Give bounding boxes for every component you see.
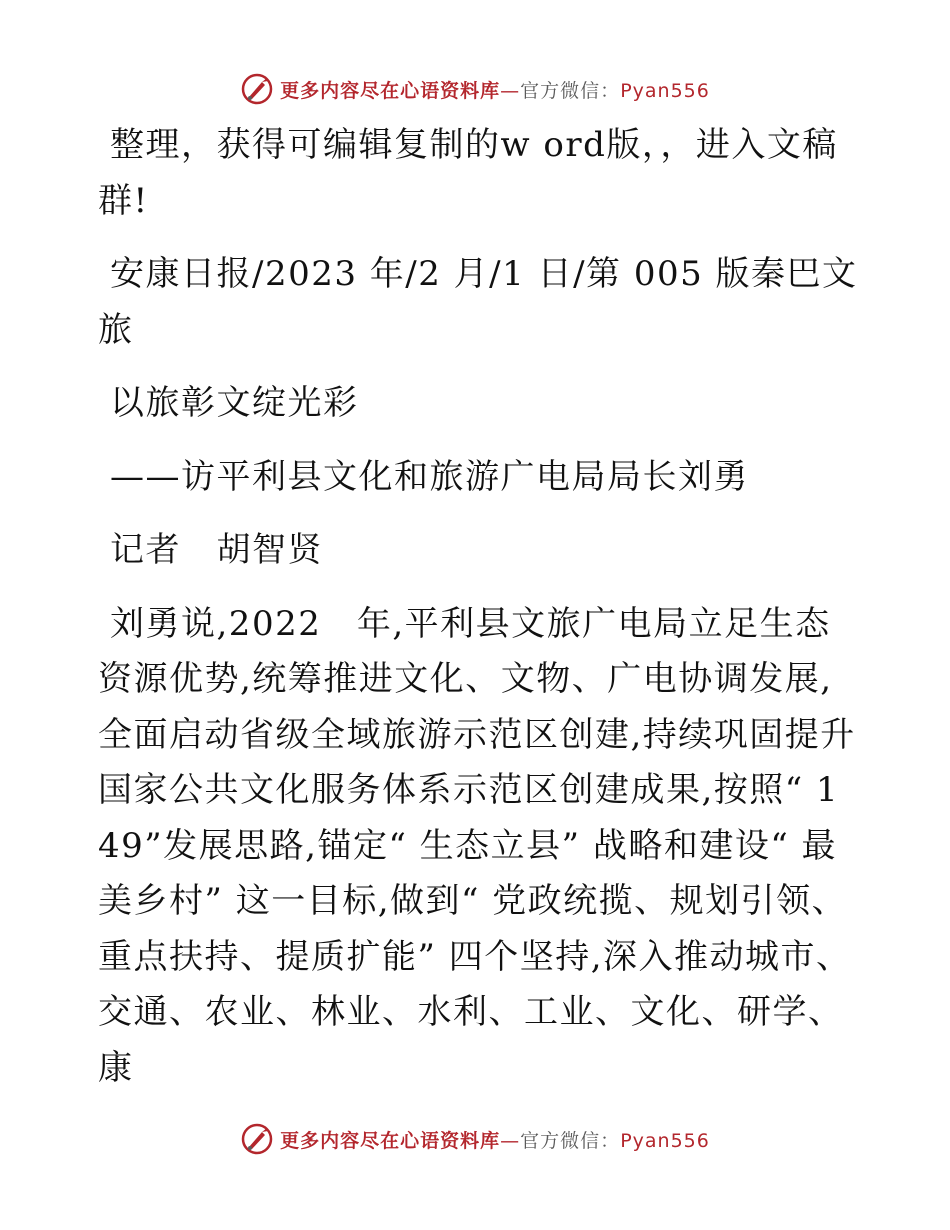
watermark-text bbox=[280, 76, 710, 103]
quill-pen-logo-icon bbox=[240, 1122, 274, 1156]
intro-paragraph: 整理，获得可编辑复制的w ord版，，进入文稿群! bbox=[98, 125, 838, 221]
watermark-wechat-label: 官方微信： bbox=[520, 79, 621, 102]
source-line: 安康日报/2023 年/2 月/1 日/第 005 版秦巴文旅 bbox=[98, 254, 858, 350]
watermark-text bbox=[280, 1126, 710, 1153]
watermark-wechat-id: Pyan556 bbox=[620, 79, 710, 102]
header-watermark bbox=[0, 72, 950, 106]
watermark-site: 更多内容尽在心语资料库 bbox=[280, 1129, 501, 1152]
watermark-wechat-label: 官方微信： bbox=[520, 1129, 621, 1152]
article-title: 以旅彰文绽光彩 bbox=[110, 383, 359, 423]
body-paragraph: 刘勇说,2022 年,平利县文旅广电局立足生态资源优势,统筹推进文化、文物、广电协调发展,全面启动省级全域旅游示范区创建,持续巩固提升国家公共文化服务体系示范区创建成果,按照“ 149”发展思路,锚定“ 生态立县” 战略和建设“ 最美乡村” 这一目标,做到“ 党政统揽、规划引领、重点扶持、提质扩能” 四个坚持,深入推动城市、交通、农业、林业、水利、工业、文化、研学、康 bbox=[98, 603, 856, 1088]
watermark-dash: — bbox=[500, 79, 521, 102]
article-subtitle: ——访平利县文化和旅游广电局局长刘勇 bbox=[110, 456, 749, 497]
reporter-line: 记者 胡智贤 bbox=[110, 530, 323, 570]
watermark-site: 更多内容尽在心语资料库 bbox=[280, 79, 501, 102]
footer-watermark bbox=[0, 1122, 950, 1156]
watermark-wechat-id: Pyan556 bbox=[620, 1129, 710, 1152]
watermark-dash: — bbox=[500, 1129, 521, 1152]
document-body bbox=[98, 118, 858, 1114]
quill-pen-logo-icon bbox=[240, 72, 274, 106]
